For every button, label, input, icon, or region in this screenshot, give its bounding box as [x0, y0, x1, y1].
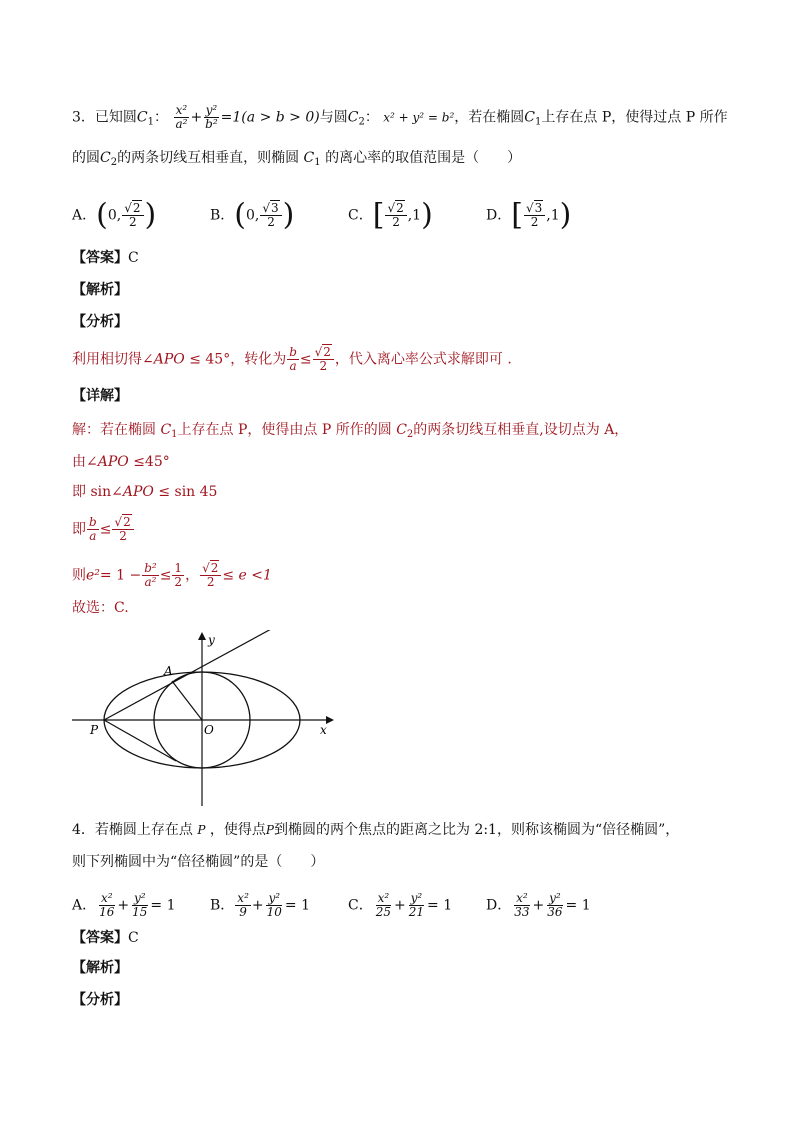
text: 即	[72, 521, 86, 538]
tangent-upper	[104, 630, 284, 720]
option-text: ,1	[546, 207, 560, 224]
sqrt2-over-2: $\frac{√2}{2}$	[200, 562, 221, 589]
text: ≤ e <1	[222, 567, 272, 584]
y2-over-b2	[203, 104, 220, 131]
plus: +	[251, 897, 264, 914]
den: 2	[392, 215, 400, 229]
den: 36	[547, 905, 563, 919]
option-label: D．	[486, 207, 512, 224]
q3-solution-line-4	[72, 516, 135, 543]
q3-fenxi-label: 【分析】	[72, 314, 128, 330]
sqrt-fraction: $\frac{√3}{2}$	[524, 202, 545, 229]
den: 9	[239, 905, 247, 919]
num: x²	[377, 891, 390, 905]
num: y²	[268, 891, 281, 905]
bracket: )	[421, 197, 433, 233]
option-label: A．	[72, 897, 97, 914]
c1-sub: 1	[171, 429, 178, 440]
label-p: P	[90, 723, 99, 737]
circle-equation: x² + y² = b²	[383, 110, 455, 125]
q4-line-1	[72, 820, 679, 840]
den: a²	[175, 117, 188, 131]
radicand: 2	[132, 201, 141, 215]
den: 2	[129, 215, 137, 229]
c1-symbol: C	[524, 109, 536, 126]
q4-option-d[interactable]	[486, 892, 591, 919]
bracket: (	[96, 197, 108, 233]
option-label: C．	[348, 897, 373, 914]
num: 1	[174, 561, 183, 575]
q3-text: 上存在点 P，使得过点 P 所作	[541, 109, 728, 126]
x2-frac	[374, 892, 393, 919]
den: a²	[144, 575, 157, 589]
option-label: B．	[210, 207, 235, 224]
option-text: 0,	[107, 207, 122, 224]
q4-text: ，使得点	[209, 822, 266, 838]
bracket: [	[372, 197, 385, 233]
q3-answer	[72, 248, 139, 268]
q3-text: 的离心率的取值范围是（ ）	[325, 150, 522, 166]
c2-symbol: C	[396, 422, 407, 438]
label-o: O	[204, 723, 214, 737]
angle-apo: ∠APO	[111, 484, 154, 500]
answer-label: 【答案】	[72, 930, 128, 946]
b-over-a	[287, 346, 299, 373]
answer-value: C	[128, 250, 139, 266]
sqrt-fraction: $\frac{√2}{2}$	[122, 202, 143, 229]
radicand: 2	[396, 201, 404, 215]
x2-frac	[235, 892, 251, 919]
bracket: (	[234, 197, 247, 233]
radicand: 2	[323, 345, 331, 359]
num: b	[89, 515, 97, 529]
q3-detail-label: 【详解】	[72, 388, 128, 404]
text: 的两条切线互相垂直,设切点为 A，	[413, 422, 629, 438]
sqrt2-over-2: $\frac{√2}{2}$	[313, 346, 334, 373]
radicand: 3	[534, 201, 543, 215]
num: y²	[549, 891, 561, 905]
num: y²	[133, 891, 146, 905]
q4-option-a[interactable]	[72, 892, 176, 919]
den: 33	[514, 905, 530, 919]
num: b²	[144, 561, 157, 575]
c2-symbol: C	[347, 109, 359, 126]
radicand: 3	[271, 201, 279, 215]
plus: +	[117, 897, 130, 914]
answer-label: 【答案】	[72, 250, 128, 266]
y2-frac	[130, 892, 149, 919]
x2-frac	[512, 892, 531, 919]
num: x²	[516, 891, 528, 905]
text: 即 sin	[72, 484, 112, 500]
q3-option-c[interactable]	[348, 197, 433, 233]
bracket: )	[559, 197, 572, 233]
angle-apo: ∠APO	[142, 351, 185, 368]
option-label: A．	[72, 207, 97, 224]
den: 2	[319, 359, 328, 373]
c1-sub: 1	[147, 116, 155, 128]
c1-symbol: C	[160, 422, 172, 438]
den: 15	[132, 905, 148, 919]
den: b²	[205, 117, 218, 131]
q4-option-c[interactable]	[348, 892, 452, 919]
q4-fenxi-label: 【分析】	[72, 992, 128, 1008]
label-x: x	[320, 723, 327, 737]
text: 利用相切得	[72, 351, 142, 368]
radius-oa	[172, 681, 202, 720]
p-symbol: P	[265, 823, 274, 837]
q3-solution-line-5	[72, 562, 272, 589]
equals-one: = 1	[427, 897, 453, 914]
bracket: )	[144, 197, 157, 233]
q3-text: 的两条切线互相垂直，则椭圆	[117, 150, 300, 166]
text: 由	[72, 454, 86, 470]
label-y: y	[208, 633, 215, 647]
sqrt-fraction: $\frac{√2}{2}$	[385, 202, 406, 229]
leq: ≤	[299, 351, 312, 368]
q4-text: 若椭圆上存在点	[94, 822, 193, 838]
num: y²	[410, 891, 423, 905]
radicand: 2	[123, 515, 131, 529]
q3-line-1: 3．已知圆$C_1$： $\frac{\text{x²}}{\text{a²}}$ + $\frac{\text{y²}}{\text{b²}}$ =1(a > b > 0)与圆$C_2$： x² + y² = b²，若在椭圆$C_1$上存在点 P，使得过点 P 所作	[72, 103, 728, 131]
text: 解：若在椭圆	[72, 422, 156, 438]
c1-symbol: C	[303, 150, 315, 166]
c2-sub: 2	[358, 116, 365, 128]
label-a: A	[164, 664, 173, 678]
den: 2	[119, 529, 127, 543]
plus: +	[394, 897, 406, 914]
text: 上存在点 P，使得由点 P 所作的圆	[177, 422, 392, 438]
q4-option-b[interactable]	[210, 892, 310, 919]
angle-apo: ∠APO	[86, 454, 129, 470]
b-over-a	[87, 516, 99, 543]
answer-value: C	[128, 930, 139, 946]
y2-frac	[545, 892, 564, 919]
text: ≤45°	[133, 454, 170, 470]
c2-sub: 2	[406, 429, 414, 440]
p-symbol: P	[197, 823, 206, 837]
option-label: B．	[210, 897, 235, 914]
q4-analysis-label: 【解析】	[72, 960, 128, 976]
num: x²	[175, 103, 188, 117]
q3-solution-line-2	[72, 452, 170, 472]
colon: ：	[364, 109, 379, 126]
ellipse-figure	[64, 630, 344, 810]
q4-text: 到椭圆的两个焦点的距离之比为	[273, 822, 470, 838]
c1-sub: 1	[314, 157, 321, 168]
num: x²	[237, 891, 249, 905]
den: a	[89, 529, 97, 543]
equals-one: = 1	[284, 897, 310, 914]
q3-text: ，若在椭圆	[454, 109, 525, 126]
den: a	[289, 359, 297, 373]
q3-text: 已知圆	[94, 109, 137, 126]
y-axis-arrow	[198, 632, 206, 640]
ratio: 2:1	[474, 822, 497, 838]
q3-option-b[interactable]	[210, 197, 295, 233]
equals-one: = 1	[150, 897, 176, 914]
leq: ≤	[99, 521, 112, 538]
radicand: 2	[210, 561, 219, 575]
x-axis-arrow	[326, 716, 334, 724]
bracket: )	[282, 197, 295, 233]
q3-option-d[interactable]	[486, 197, 572, 233]
den: 2	[174, 575, 183, 589]
sqrt-fraction: $\frac{√3}{2}$	[260, 202, 281, 229]
q4-text: ，则称该椭圆为“倍径椭圆”，	[496, 822, 680, 838]
q4-number: 4．	[72, 822, 95, 838]
c2-sub: 2	[110, 157, 118, 168]
c2-symbol: C	[100, 150, 111, 166]
q3-solution-line-1	[72, 420, 628, 445]
e-squared: e²	[86, 567, 100, 584]
ellipse-condition: =1(a > b > 0)	[220, 109, 320, 126]
c1-sub: 1	[535, 116, 542, 128]
text: ≤ sin 45	[158, 484, 218, 500]
q3-text: 的圆	[72, 150, 100, 166]
text: ≤	[159, 567, 172, 584]
den: 10	[266, 905, 282, 919]
q3-option-a[interactable]	[72, 197, 157, 233]
y2-frac	[407, 892, 426, 919]
y2-frac	[265, 892, 284, 919]
q3-fenxi-text	[72, 346, 512, 373]
den: 2	[206, 575, 215, 589]
num: x²	[100, 891, 113, 905]
text: ，	[185, 567, 200, 584]
x2-frac	[97, 892, 116, 919]
q3-solution-line-3	[72, 482, 217, 502]
bracket: [	[511, 197, 523, 233]
option-text: ,1	[407, 207, 422, 224]
q4-answer	[72, 928, 139, 948]
one-half	[172, 562, 184, 589]
q3-analysis-label: 【解析】	[72, 282, 128, 298]
q3-conclusion: 故选：C.	[72, 600, 129, 616]
x2-over-a2	[173, 104, 189, 131]
option-label: C．	[348, 207, 373, 224]
option-label: D．	[486, 897, 512, 914]
text: ，代入离心率公式求解即可 .	[334, 351, 512, 368]
num: b	[289, 345, 297, 359]
den: 25	[375, 905, 391, 919]
q3-text: 与圆	[319, 109, 348, 126]
text: = 1 −	[99, 567, 142, 584]
plus: +	[532, 897, 545, 914]
den: 2	[267, 215, 275, 229]
tangent-lower	[104, 720, 176, 761]
q3-line-2	[72, 148, 521, 173]
c1-symbol: C	[136, 109, 148, 126]
den: 21	[408, 905, 425, 919]
den: 16	[99, 905, 115, 919]
q4-line-2: 则下列椭圆中为“倍径椭圆”的是（ ）	[72, 854, 325, 870]
sqrt2-over-2: $\frac{√2}{2}$	[112, 516, 133, 543]
equals-one: = 1	[565, 897, 591, 914]
num: y²	[205, 103, 218, 117]
den: 2	[530, 215, 539, 229]
text: ≤ 45°，转化为	[189, 351, 287, 368]
q3-number: 3．	[72, 109, 95, 126]
option-text: 0,	[246, 207, 260, 224]
text: 则	[72, 567, 86, 584]
colon: ：	[154, 109, 169, 126]
b2-over-a2	[142, 562, 159, 589]
